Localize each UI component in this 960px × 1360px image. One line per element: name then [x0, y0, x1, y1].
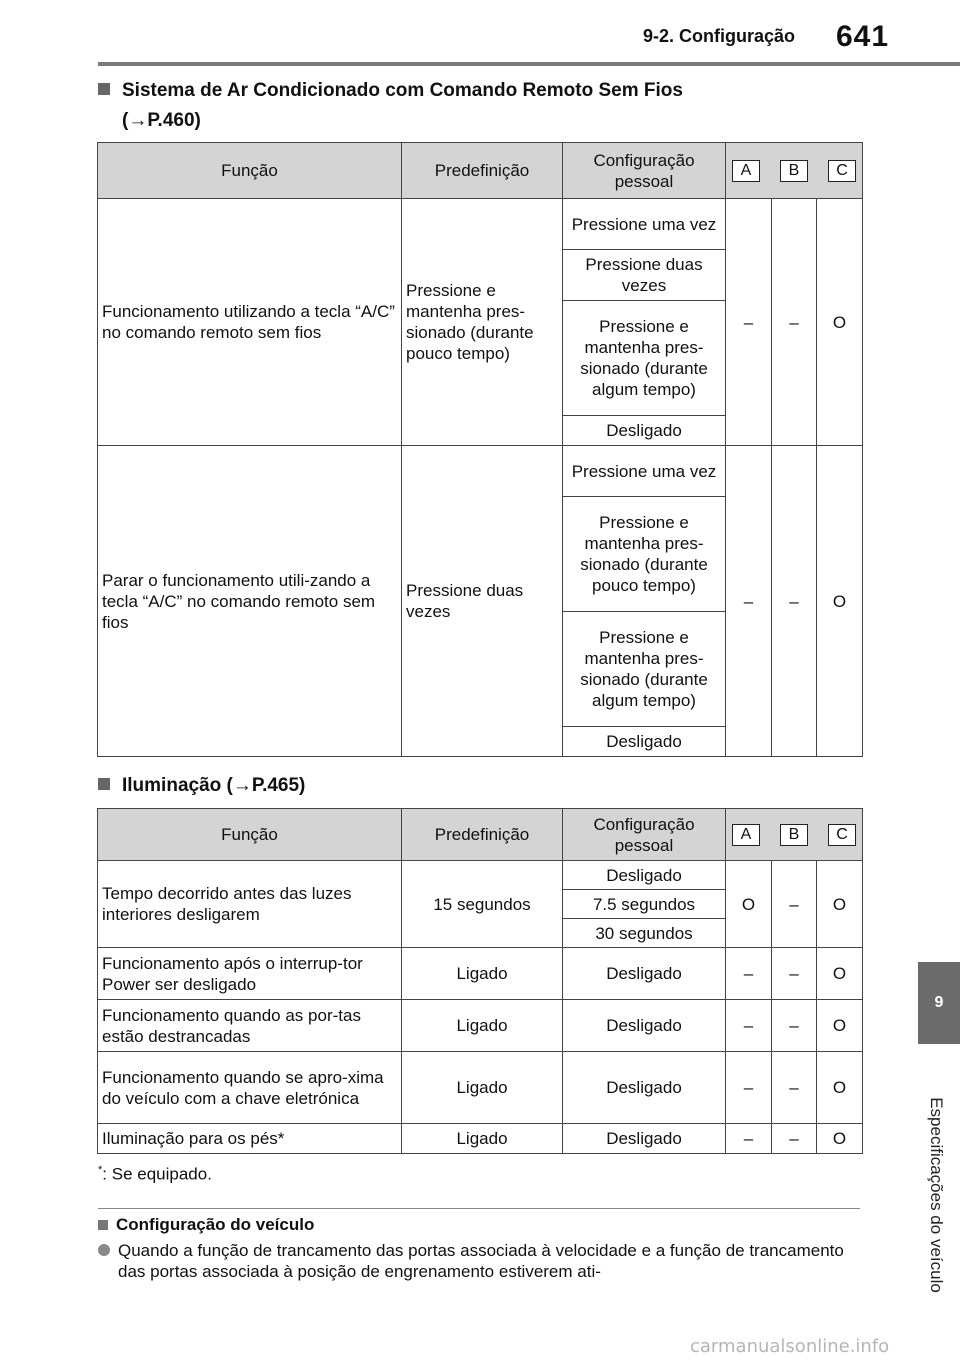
- col-header-b: B: [780, 824, 808, 846]
- cell-b: –: [772, 446, 817, 757]
- cell-config: Desligado: [563, 948, 726, 1000]
- cell-option: Pressione duas vezes: [563, 250, 726, 301]
- cell-option: Desligado: [563, 861, 726, 890]
- cell-funcao: Funcionamento quando se apro-xima do veículo com a chave eletrónica: [98, 1052, 402, 1124]
- divider: [98, 1208, 860, 1209]
- note-bullet-text: Quando a função de trancamento das portas associada à velocidade e a função de trancamento das portas associada à posição de engrenamento estiverem ati-: [118, 1241, 844, 1281]
- table-header-row: [98, 809, 863, 861]
- chapter-title-vertical: [915, 1050, 957, 1340]
- chapter-tab: [918, 962, 960, 1044]
- footnote: [98, 1164, 212, 1185]
- note-heading: [98, 1215, 314, 1235]
- col-header-config: Configuração pessoal: [563, 809, 726, 861]
- cell-a: –: [726, 1052, 772, 1124]
- note-title: Configuração do veículo: [116, 1215, 315, 1234]
- cell-funcao: Funcionamento após o interrup-tor Power ser desligado: [98, 948, 402, 1000]
- cell-c: O: [817, 199, 863, 446]
- cell-b: –: [772, 1000, 817, 1052]
- cell-config: Desligado: [563, 1000, 726, 1052]
- cell-funcao: Tempo decorrido antes das luzes interiores desligarem: [98, 861, 402, 948]
- footnote-mark: *: [98, 1164, 103, 1176]
- col-header-predef: Predefinição: [402, 809, 563, 861]
- cell-option: 7.5 segundos: [563, 890, 726, 919]
- col-header-a: A: [732, 824, 760, 846]
- footnote-text: : Se equipado.: [102, 1164, 212, 1184]
- cell-option: 30 segundos: [563, 919, 726, 948]
- note-bullet: [98, 1240, 858, 1281]
- ac-remote-table: [97, 142, 863, 757]
- table-row: [98, 1000, 863, 1052]
- table-row: [98, 446, 863, 497]
- cell-funcao: Funcionamento utilizando a tecla “A/C” no comando remoto sem fios: [98, 199, 402, 446]
- cell-option: Pressione e mantenha pres-sionado (durante algum tempo): [563, 612, 726, 727]
- cell-b: –: [772, 1052, 817, 1124]
- cell-a: O: [726, 861, 772, 948]
- table-header-row: [98, 143, 863, 199]
- cell-a: –: [726, 1000, 772, 1052]
- cell-c: O: [817, 1000, 863, 1052]
- col-header-abc: [726, 143, 863, 199]
- section1-ref: (→P.460): [122, 110, 201, 131]
- square-bullet-icon: [98, 83, 110, 95]
- cell-option: Desligado: [563, 727, 726, 757]
- table-row: [98, 199, 863, 250]
- cell-c: O: [817, 948, 863, 1000]
- chapter-title: Especificações do veículo: [927, 1097, 947, 1293]
- cell-predef: Ligado: [402, 1124, 563, 1154]
- col-header-c: C: [828, 824, 856, 846]
- col-header-abc: [726, 809, 863, 861]
- section1-heading: [98, 80, 683, 102]
- page-number: 641: [836, 20, 890, 53]
- section1-title: Sistema de Ar Condicionado com Comando Remoto Sem Fios: [122, 80, 683, 101]
- chapter-number: 9: [934, 994, 944, 1011]
- cell-option: Pressione e mantenha pres-sionado (durante pouco tempo): [563, 497, 726, 612]
- cell-config: Desligado: [563, 1052, 726, 1124]
- cell-predef: Ligado: [402, 1052, 563, 1124]
- col-header-funcao: Função: [98, 809, 402, 861]
- cell-b: –: [772, 948, 817, 1000]
- cell-a: –: [726, 199, 772, 446]
- cell-option: Pressione e mantenha pres-sionado (durante algum tempo): [563, 301, 726, 416]
- cell-predef: Ligado: [402, 948, 563, 1000]
- section-label: 9-2. Configuração: [642, 26, 795, 46]
- header-rule: [98, 62, 960, 66]
- section2-title: Iluminação (→P.465): [122, 775, 306, 796]
- cell-funcao: Iluminação para os pés*: [98, 1124, 402, 1154]
- cell-config: Desligado: [563, 1124, 726, 1154]
- table-row: [98, 1052, 863, 1124]
- cell-b: –: [772, 861, 817, 948]
- cell-predef: 15 segundos: [402, 861, 563, 948]
- col-header-funcao: Função: [98, 143, 402, 199]
- cell-a: –: [726, 446, 772, 757]
- cell-funcao: Funcionamento quando as por-tas estão destrancadas: [98, 1000, 402, 1052]
- table-row: [98, 861, 863, 890]
- watermark: carmanualsonline.info: [690, 1336, 890, 1357]
- table-row: [98, 948, 863, 1000]
- cell-option: Pressione uma vez: [563, 199, 726, 250]
- cell-a: –: [726, 1124, 772, 1154]
- col-header-a: A: [732, 160, 760, 182]
- col-header-config: Configuração pessoal: [563, 143, 726, 199]
- cell-c: O: [817, 446, 863, 757]
- section2-heading: [98, 775, 305, 797]
- cell-b: –: [772, 199, 817, 446]
- col-header-b: B: [780, 160, 808, 182]
- cell-predef: Pressione duas vezes: [402, 446, 563, 757]
- cell-option: Pressione uma vez: [563, 446, 726, 497]
- cell-c: O: [817, 1052, 863, 1124]
- table-row: [98, 1124, 863, 1154]
- cell-b: –: [772, 1124, 817, 1154]
- square-bullet-icon: [98, 778, 110, 790]
- lighting-table: [97, 808, 863, 1154]
- col-header-predef: Predefinição: [402, 143, 563, 199]
- col-header-c: C: [828, 160, 856, 182]
- cell-c: O: [817, 861, 863, 948]
- cell-predef: Pressione e mantenha pres-sionado (durante pouco tempo): [402, 199, 563, 446]
- cell-c: O: [817, 1124, 863, 1154]
- cell-funcao: Parar o funcionamento utili-zando a tecla “A/C” no comando remoto sem fios: [98, 446, 402, 757]
- cell-predef: Ligado: [402, 1000, 563, 1052]
- circle-bullet-icon: [98, 1244, 110, 1256]
- square-bullet-icon: [98, 1220, 108, 1230]
- cell-option: Desligado: [563, 416, 726, 446]
- cell-a: –: [726, 948, 772, 1000]
